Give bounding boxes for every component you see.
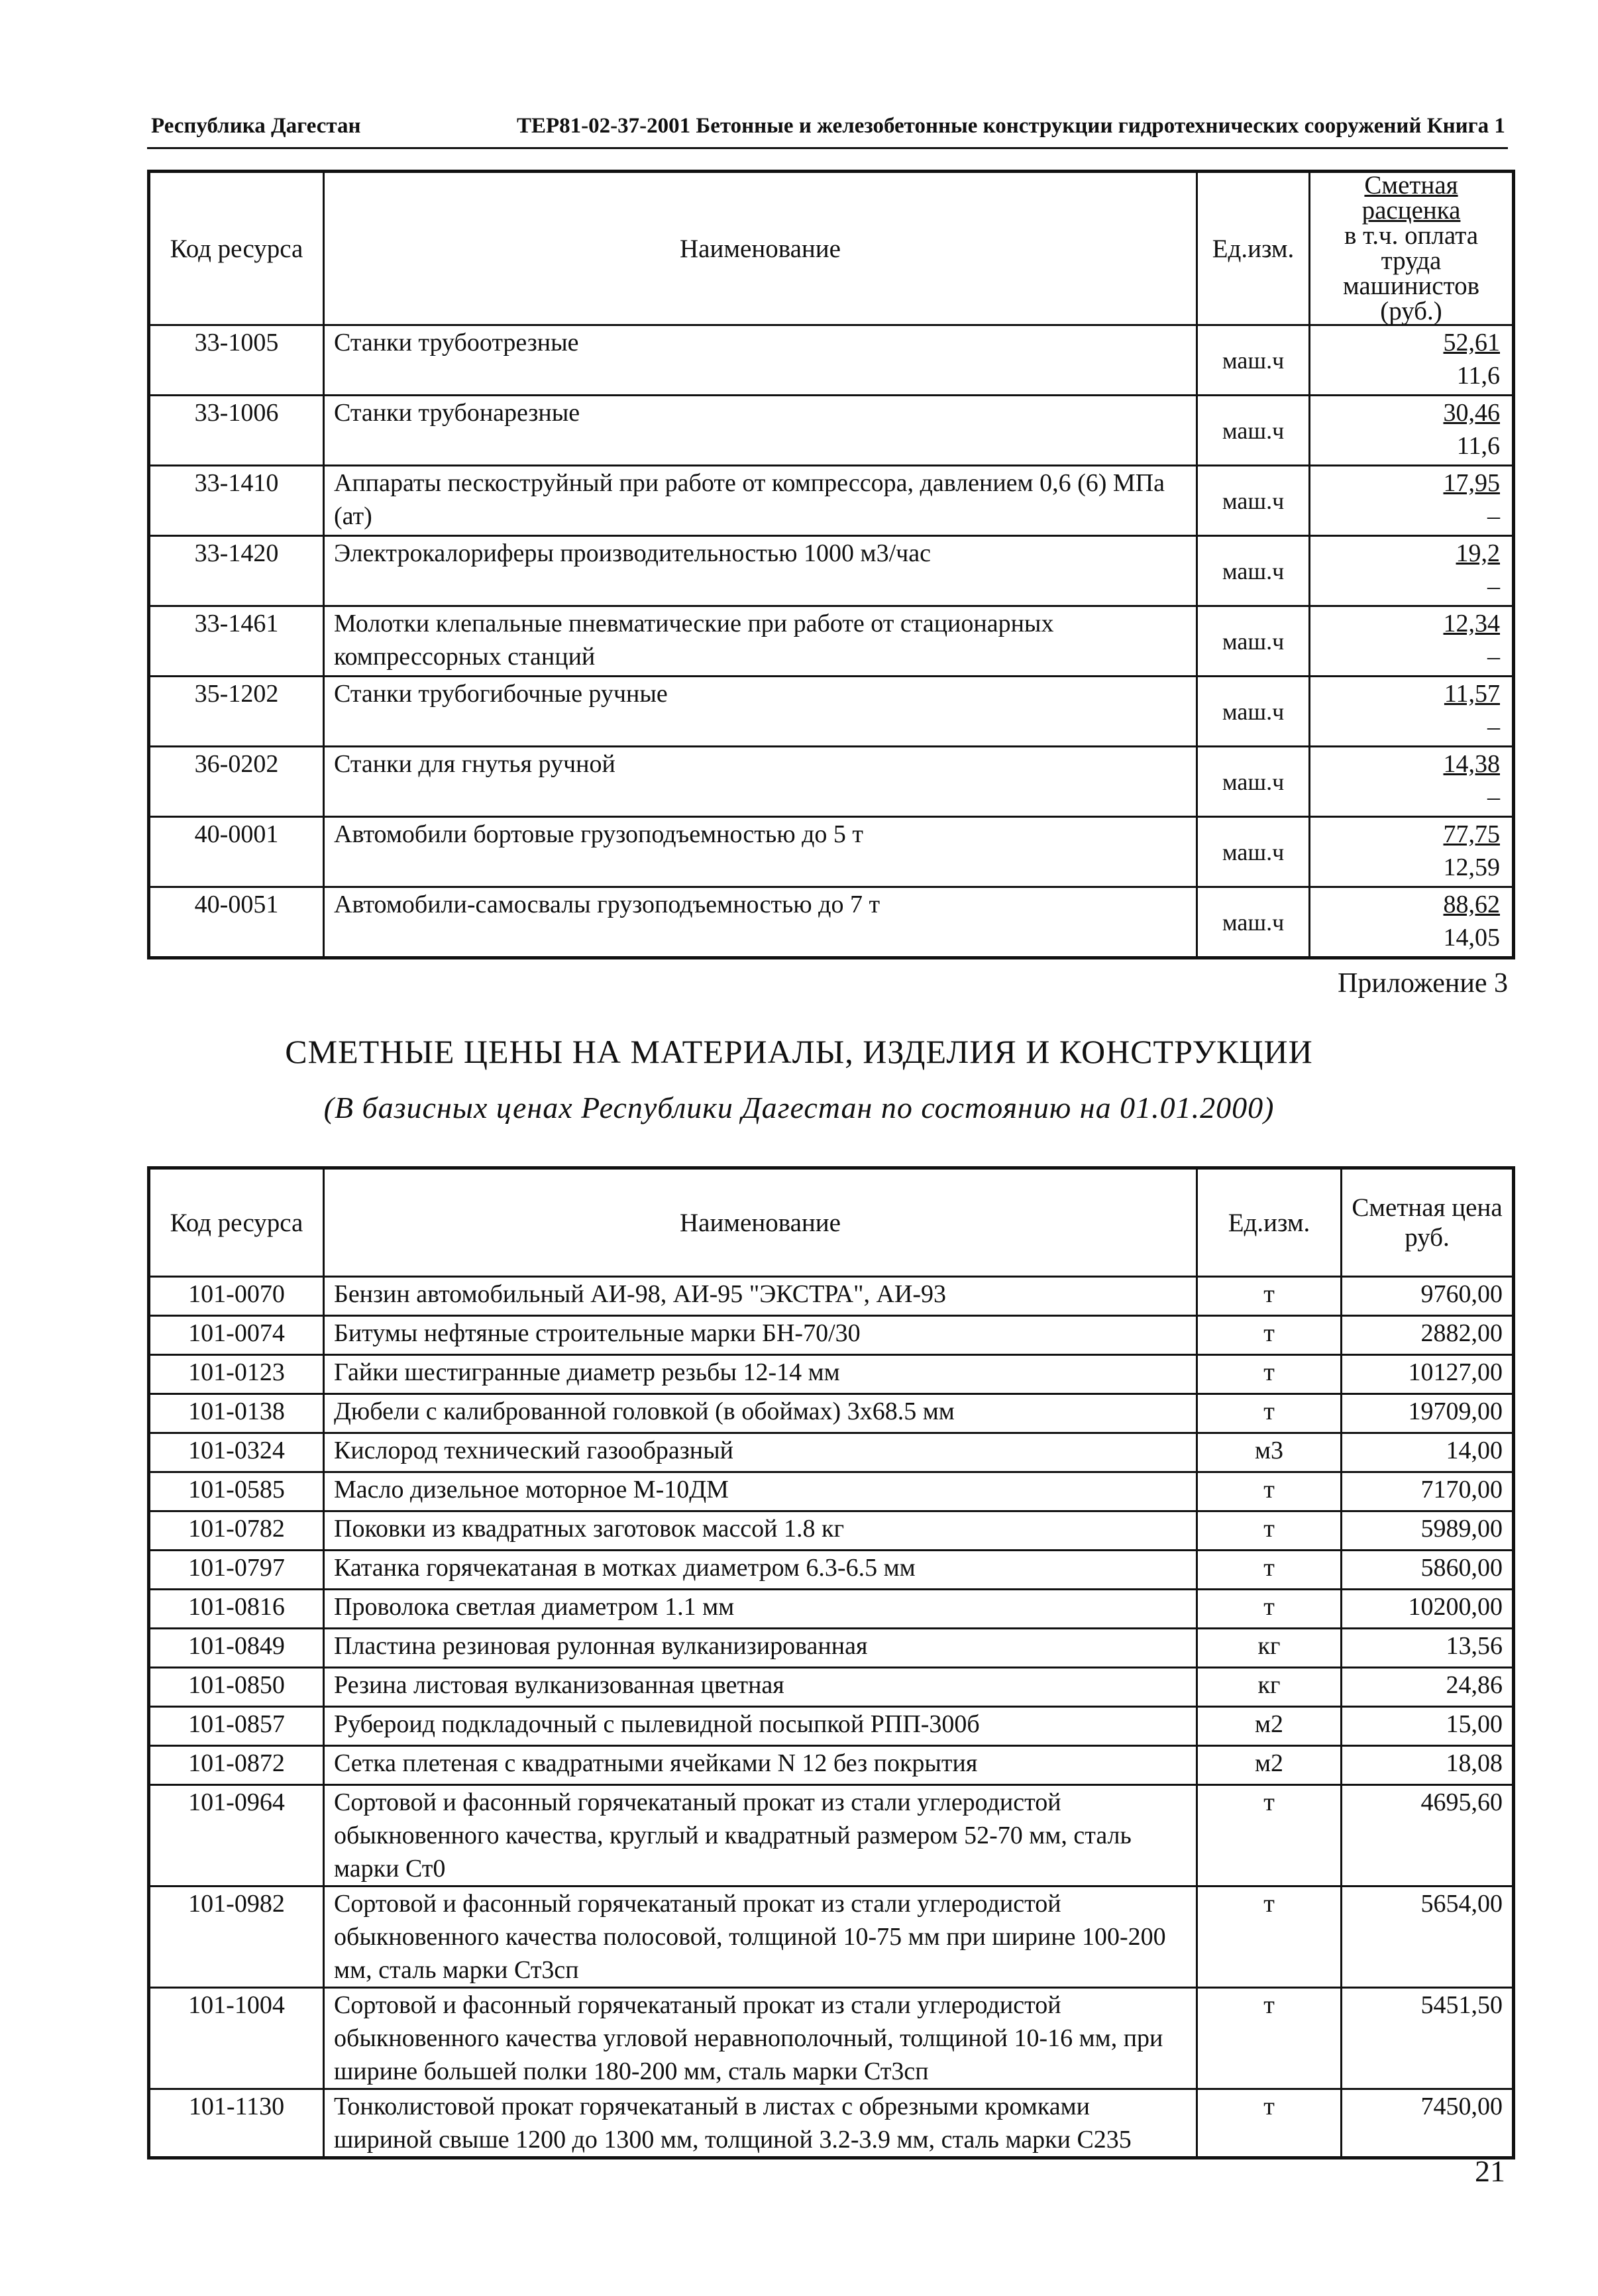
- resource-name: Станки для гнутья ручной: [324, 747, 1197, 817]
- resource-name: Бензин автомобильный АИ-98, АИ-95 "ЭКСТРА", АИ-93: [324, 1277, 1197, 1316]
- unit-of-measure: маш.ч: [1197, 817, 1310, 887]
- unit-of-measure: т: [1197, 1511, 1342, 1551]
- resource-name: Тонколистовой прокат горячекатаный в листах с обрезными кромками шириной свыше 1200 до 1300 мм, толщиной 3.2-3.9 мм, сталь марки С235: [324, 2089, 1197, 2158]
- table-row: [149, 1988, 1514, 2089]
- estimated-price: 9760,00: [1342, 1277, 1514, 1316]
- table-row: [149, 1629, 1514, 1668]
- material-prices-table: [147, 1166, 1515, 2159]
- resource-name: Рубероид подкладочный с пылевидной посыпкой РПП-300б: [324, 1707, 1197, 1746]
- col-header-unit: Ед.изм.: [1197, 1168, 1342, 1277]
- estimated-price: 10200,00: [1342, 1590, 1514, 1629]
- resource-code: 101-0857: [149, 1707, 324, 1746]
- unit-of-measure: маш.ч: [1197, 606, 1310, 677]
- estimated-rate: 12,34: [1443, 610, 1500, 637]
- resource-code: 101-0816: [149, 1590, 324, 1629]
- estimated-price: 24,86: [1342, 1668, 1514, 1707]
- resource-code: 101-0872: [149, 1746, 324, 1785]
- price-header-line1: Сметная цена: [1352, 1193, 1503, 1222]
- resource-code: 101-0138: [149, 1394, 324, 1433]
- table-row: [149, 1590, 1514, 1629]
- resource-code: 101-1004: [149, 1988, 324, 2089]
- operator-labor-cost: 11,6: [1456, 432, 1500, 460]
- resource-name: Электрокалориферы производительностью 1000 м3/час: [324, 536, 1197, 606]
- unit-of-measure: т: [1197, 1590, 1342, 1629]
- unit-of-measure: т: [1197, 1551, 1342, 1590]
- table-row: [149, 817, 1514, 887]
- unit-of-measure: кг: [1197, 1629, 1342, 1668]
- estimated-price: 18,08: [1342, 1746, 1514, 1785]
- operator-labor-cost: 11,6: [1456, 362, 1500, 390]
- resource-name: Масло дизельное моторное М-10ДМ: [324, 1472, 1197, 1511]
- resource-code: 40-0051: [149, 887, 324, 958]
- estimated-rate: 14,38: [1443, 750, 1500, 778]
- resource-code: 101-1130: [149, 2089, 324, 2158]
- table-row: [149, 1472, 1514, 1511]
- resource-code: 33-1410: [149, 466, 324, 536]
- estimated-rate: 88,62: [1443, 891, 1500, 918]
- resource-code: 101-0850: [149, 1668, 324, 1707]
- resource-name: Проволока светлая диаметром 1.1 мм: [324, 1590, 1197, 1629]
- resource-name: Станки трубогибочные ручные: [324, 677, 1197, 747]
- resource-code: 33-1006: [149, 396, 324, 466]
- unit-of-measure: т: [1197, 1886, 1342, 1988]
- resource-name: Сортовой и фасонный горячекатаный прокат из стали углеродистой обыкновенного качества полосовой, толщиной 10-75 мм при ширине 100-200 мм, сталь марки Ст3сп: [324, 1886, 1197, 1988]
- resource-name: Автомобили-самосвалы грузоподъемностью до 7 т: [324, 887, 1197, 958]
- estimated-price: 7450,00: [1342, 2089, 1514, 2158]
- estimated-rate: 30,46: [1443, 399, 1500, 427]
- resource-name: Пластина резиновая рулонная вулканизированная: [324, 1629, 1197, 1668]
- resource-code: 33-1461: [149, 606, 324, 677]
- table-row: [149, 1785, 1514, 1886]
- col-header-rate: [1310, 172, 1514, 325]
- resource-name: Кислород технический газообразный: [324, 1433, 1197, 1472]
- table-row: [149, 677, 1514, 747]
- estimated-price: 14,00: [1342, 1433, 1514, 1472]
- unit-of-measure: м3: [1197, 1433, 1342, 1472]
- resource-code: 101-0964: [149, 1785, 324, 1886]
- table-row: [149, 1277, 1514, 1316]
- col-header-name: Наименование: [324, 1168, 1197, 1277]
- table-row: [149, 1355, 1514, 1394]
- resource-name: Катанка горячекатаная в мотках диаметром 6.3-6.5 мм: [324, 1551, 1197, 1590]
- estimated-price: 5860,00: [1342, 1551, 1514, 1590]
- appendix-label: Приложение 3: [1338, 968, 1508, 999]
- resource-code: 40-0001: [149, 817, 324, 887]
- table-row: [149, 536, 1514, 606]
- resource-code: 35-1202: [149, 677, 324, 747]
- rate-cell: [1310, 396, 1514, 466]
- resource-code: 33-1005: [149, 325, 324, 396]
- resource-name: Резина листовая вулканизованная цветная: [324, 1668, 1197, 1707]
- estimated-price: 10127,00: [1342, 1355, 1514, 1394]
- operator-labor-cost: –: [1487, 502, 1500, 530]
- resource-name: Сетка плетеная с квадратными ячейками N 12 без покрытия: [324, 1746, 1197, 1785]
- estimated-price: 13,56: [1342, 1629, 1514, 1668]
- unit-of-measure: кг: [1197, 1668, 1342, 1707]
- unit-of-measure: маш.ч: [1197, 677, 1310, 747]
- rate-cell: [1310, 747, 1514, 817]
- rate-cell: [1310, 466, 1514, 536]
- estimated-rate: 52,61: [1443, 329, 1500, 356]
- resource-code: 101-0074: [149, 1316, 324, 1355]
- unit-of-measure: маш.ч: [1197, 887, 1310, 958]
- resource-name: Сортовой и фасонный горячекатаный прокат из стали углеродистой обыкновенного качества угловой неравнополочный, толщиной 10-16 мм, при ширине большей полки 180-200 мм, сталь марки Ст3сп: [324, 1988, 1197, 2089]
- operator-labor-cost: –: [1487, 643, 1500, 671]
- table-row: [149, 747, 1514, 817]
- resource-name: Сортовой и фасонный горячекатаный прокат из стали углеродистой обыкновенного качества, круглый и квадратный размером 52-70 мм, сталь марки Ст0: [324, 1785, 1197, 1886]
- unit-of-measure: маш.ч: [1197, 747, 1310, 817]
- table-row: [149, 1394, 1514, 1433]
- unit-of-measure: т: [1197, 1785, 1342, 1886]
- estimated-price: 5451,50: [1342, 1988, 1514, 2089]
- table-header-row: [149, 1168, 1514, 1277]
- resource-code: 101-0324: [149, 1433, 324, 1472]
- operator-labor-cost: 12,59: [1443, 853, 1500, 881]
- rate-cell: [1310, 606, 1514, 677]
- estimated-rate: 11,57: [1444, 680, 1500, 708]
- resource-name: Гайки шестигранные диаметр резьбы 12-14 мм: [324, 1355, 1197, 1394]
- estimated-price: 15,00: [1342, 1707, 1514, 1746]
- col-header-code: Код ресурса: [149, 172, 324, 325]
- resource-code: 101-0849: [149, 1629, 324, 1668]
- resource-name: Битумы нефтяные строительные марки БН-70/30: [324, 1316, 1197, 1355]
- unit-of-measure: маш.ч: [1197, 466, 1310, 536]
- unit-of-measure: м2: [1197, 1707, 1342, 1746]
- header-region: Республика Дагестан: [151, 114, 361, 138]
- table-row: [149, 1433, 1514, 1472]
- resource-code: 101-0585: [149, 1472, 324, 1511]
- estimated-price: 2882,00: [1342, 1316, 1514, 1355]
- operator-labor-cost: –: [1487, 713, 1500, 741]
- table-row: [149, 1668, 1514, 1707]
- estimated-price: 4695,60: [1342, 1785, 1514, 1886]
- header-rule: [147, 147, 1508, 149]
- estimated-price: 19709,00: [1342, 1394, 1514, 1433]
- resource-name: Станки трубоотрезные: [324, 325, 1197, 396]
- resource-name: Поковки из квадратных заготовок массой 1.8 кг: [324, 1511, 1197, 1551]
- resource-name: Автомобили бортовые грузоподъемностью до 5 т: [324, 817, 1197, 887]
- estimated-price: 5989,00: [1342, 1511, 1514, 1551]
- col-header-price: [1342, 1168, 1514, 1277]
- unit-of-measure: т: [1197, 1988, 1342, 2089]
- operator-labor-cost: 14,05: [1443, 924, 1500, 952]
- estimated-price: 7170,00: [1342, 1472, 1514, 1511]
- unit-of-measure: т: [1197, 1316, 1342, 1355]
- rate-header-line1: Сметная расценка: [1361, 171, 1461, 225]
- resource-code: 36-0202: [149, 747, 324, 817]
- operator-labor-cost: –: [1487, 783, 1500, 811]
- table-row: [149, 1746, 1514, 1785]
- rate-cell: [1310, 887, 1514, 958]
- table-row: [149, 1316, 1514, 1355]
- unit-of-measure: т: [1197, 1277, 1342, 1316]
- estimated-rate: 77,75: [1443, 820, 1500, 848]
- unit-of-measure: т: [1197, 2089, 1342, 2158]
- table-header-row: [149, 172, 1514, 325]
- page-number: 21: [1475, 2154, 1505, 2188]
- table-row: [149, 1511, 1514, 1551]
- rate-header-line2: в т.ч. оплата труда: [1344, 221, 1479, 275]
- rate-cell: [1310, 325, 1514, 396]
- rate-header-line3: машинистов (руб.): [1342, 272, 1480, 325]
- table-row: [149, 466, 1514, 536]
- table-row: [149, 1551, 1514, 1590]
- machine-rates-table: [147, 170, 1515, 959]
- unit-of-measure: т: [1197, 1394, 1342, 1433]
- col-header-code: Код ресурса: [149, 1168, 324, 1277]
- price-header-line2: руб.: [1405, 1223, 1450, 1252]
- col-header-unit: Ед.изм.: [1197, 172, 1310, 325]
- resource-code: 33-1420: [149, 536, 324, 606]
- estimated-rate: 19,2: [1456, 539, 1500, 567]
- col-header-name: Наименование: [324, 172, 1197, 325]
- unit-of-measure: т: [1197, 1472, 1342, 1511]
- table-row: [149, 325, 1514, 396]
- estimated-rate: 17,95: [1443, 469, 1500, 497]
- rate-cell: [1310, 817, 1514, 887]
- resource-name: Молотки клепальные пневматические при работе от стационарных компрессорных станций: [324, 606, 1197, 677]
- table-row: [149, 1886, 1514, 1988]
- resource-code: 101-0123: [149, 1355, 324, 1394]
- resource-name: Дюбели с калиброванной головкой (в обоймах) 3х68.5 мм: [324, 1394, 1197, 1433]
- table-row: [149, 887, 1514, 958]
- section-title: СМЕТНЫЕ ЦЕНЫ НА МАТЕРИАЛЫ, ИЗДЕЛИЯ И КОНСТРУКЦИИ: [285, 1033, 1313, 1070]
- table-row: [149, 1707, 1514, 1746]
- resource-name: Аппараты пескоструйный при работе от компрессора, давлением 0,6 (6) МПа (ат): [324, 466, 1197, 536]
- unit-of-measure: м2: [1197, 1746, 1342, 1785]
- rate-cell: [1310, 677, 1514, 747]
- resource-code: 101-0982: [149, 1886, 324, 1988]
- unit-of-measure: маш.ч: [1197, 536, 1310, 606]
- resource-code: 101-0782: [149, 1511, 324, 1551]
- table-row: [149, 396, 1514, 466]
- operator-labor-cost: –: [1487, 573, 1500, 600]
- table-row: [149, 606, 1514, 677]
- table-row: [149, 2089, 1514, 2158]
- unit-of-measure: маш.ч: [1197, 325, 1310, 396]
- unit-of-measure: маш.ч: [1197, 396, 1310, 466]
- section-subtitle: (В базисных ценах Республики Дагестан по состоянию на 01.01.2000): [323, 1091, 1275, 1124]
- resource-name: Станки трубонарезные: [324, 396, 1197, 466]
- resource-code: 101-0070: [149, 1277, 324, 1316]
- resource-code: 101-0797: [149, 1551, 324, 1590]
- header-document-title: ТЕР81-02-37-2001 Бетонные и железобетонные конструкции гидротехнических сооружений Книга 1: [517, 114, 1505, 138]
- unit-of-measure: т: [1197, 1355, 1342, 1394]
- rate-cell: [1310, 536, 1514, 606]
- estimated-price: 5654,00: [1342, 1886, 1514, 1988]
